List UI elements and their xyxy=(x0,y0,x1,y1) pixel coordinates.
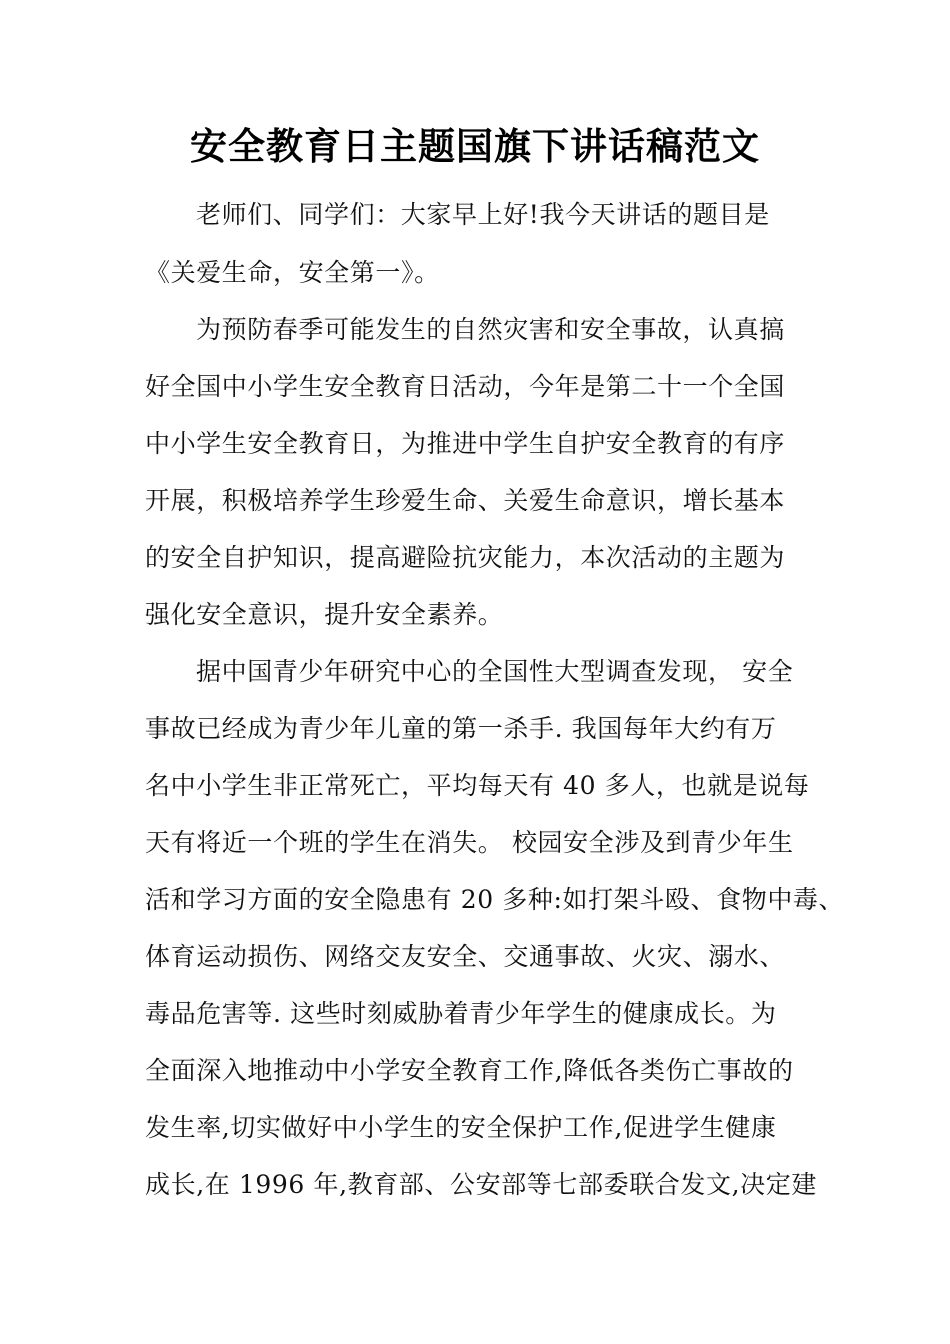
text-line: 事故已经成为青少年儿童的第一杀手. 我国每年大约有万 xyxy=(145,714,777,743)
text-line: 开展，积极培养学生珍爱生命、关爱生命意识，增长基本 xyxy=(145,486,786,515)
document-title: 安全教育日主题国旗下讲话稿范文 xyxy=(190,124,760,168)
text-line: 天有将近一个班的学生在消失。 校园安全涉及到青少年生 xyxy=(145,828,794,857)
text-line: 强化安全意识，提升安全素养。 xyxy=(145,600,504,629)
text-line: 为预防春季可能发生的自然灾害和安全事故，认真搞 xyxy=(196,315,785,344)
text-line: 中小学生安全教育日，为推进中学生自护安全教育的有序 xyxy=(145,429,786,458)
text-line: 老师们、同学们：大家早上好!我今天讲话的题目是 xyxy=(196,200,770,229)
text-line: 据中国青少年研究中心的全国性大型调查发现， 安全 xyxy=(196,657,794,686)
text-line: 名中小学生非正常死亡，平均每天有 40 多人，也就是说每 xyxy=(145,771,810,800)
text-line: 成长,在 1996 年,教育部、公安部等七部委联合发文,决定建 xyxy=(145,1170,817,1199)
text-line: 发生率,切实做好中小学生的安全保护工作,促进学生健康 xyxy=(145,1113,777,1142)
text-line: 好全国中小学生安全教育日活动，今年是第二十一个全国 xyxy=(145,372,786,401)
text-line: 活和学习方面的安全隐患有 20 多种:如打架斗殴、食物中毒、 xyxy=(145,885,845,914)
text-line: 毒品危害等. 这些时刻威胁着青少年学生的健康成长。为 xyxy=(145,999,777,1028)
text-line: 体育运动损伤、网络交友安全、交通事故、火灾、溺水、 xyxy=(145,942,786,971)
text-line: 的安全自护知识，提高避险抗灾能力，本次活动的主题为 xyxy=(145,543,786,572)
text-line: 《关爱生命，安全第一》。 xyxy=(145,258,440,287)
text-line: 全面深入地推动中小学安全教育工作,降低各类伤亡事故的 xyxy=(145,1056,794,1085)
